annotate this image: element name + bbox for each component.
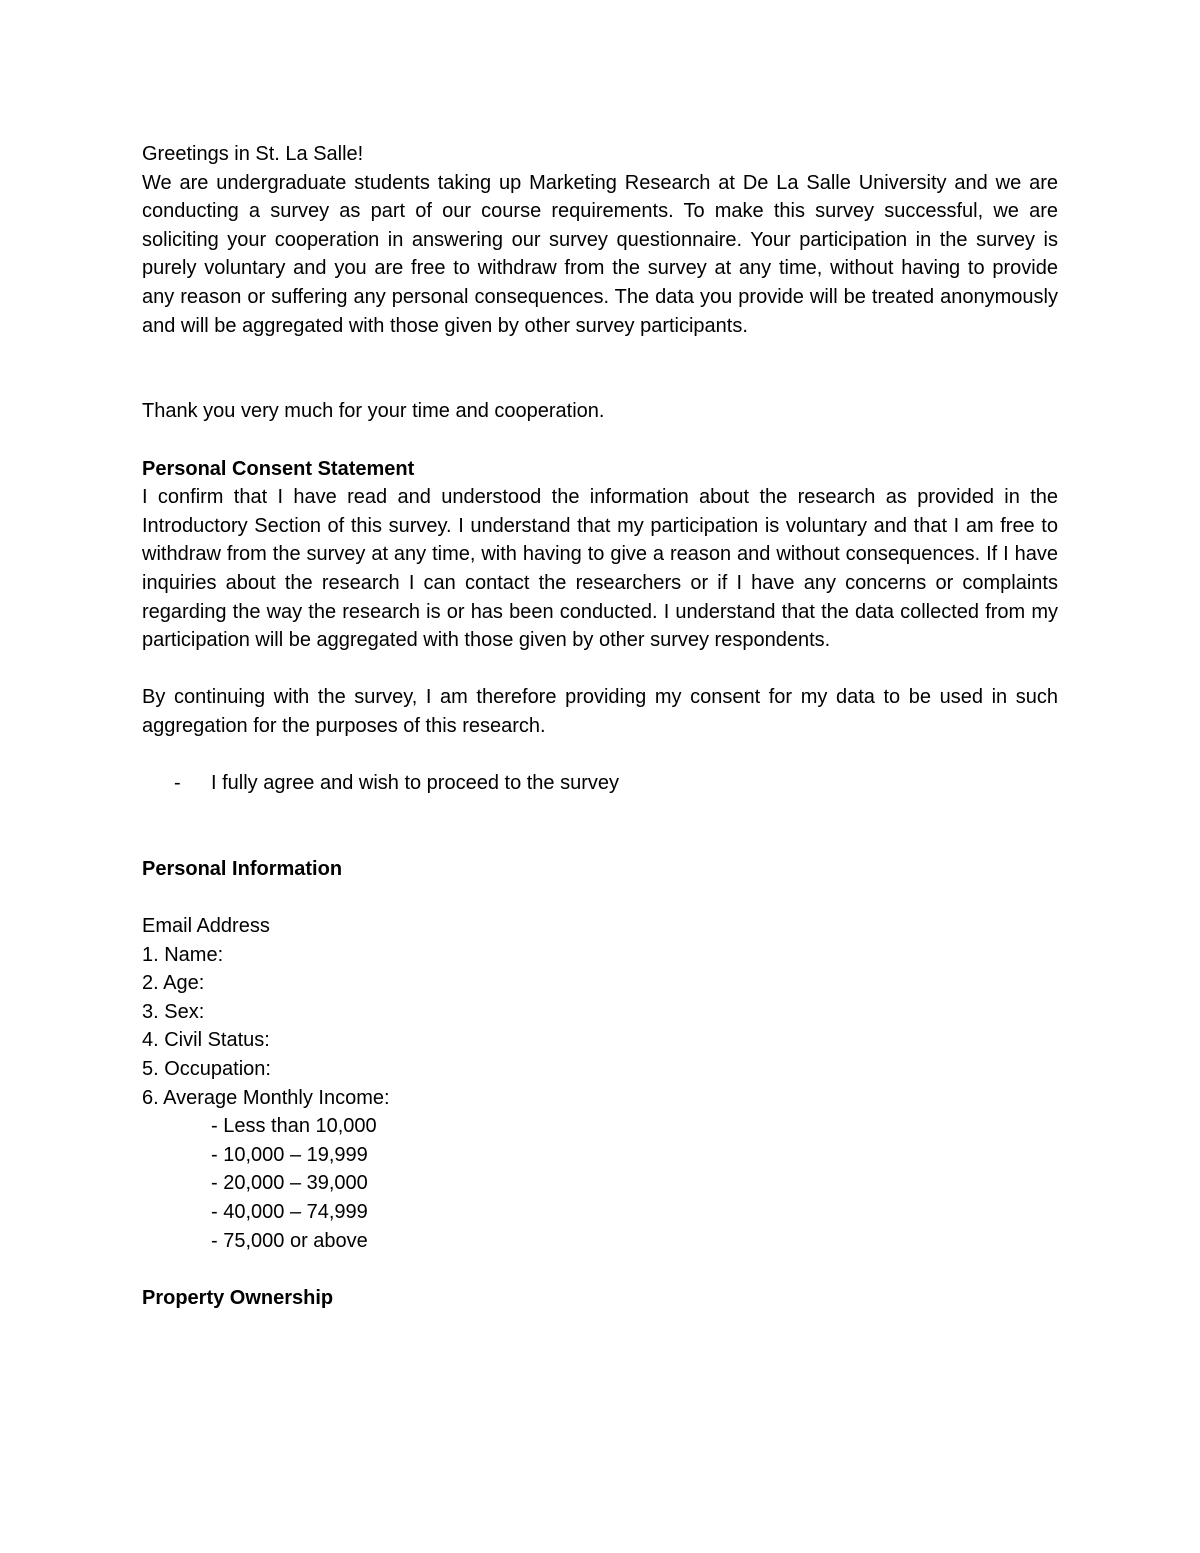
spacer [142,426,1058,455]
field-age: 2. Age: [142,972,205,995]
field-email-address: Email Address [142,915,270,938]
spacer [142,340,1058,397]
personal-info-heading: Personal Information [142,857,343,880]
survey-document [142,140,1058,1312]
field-name: 1. Name: [142,943,224,966]
spacer [142,883,1058,912]
property-ownership-heading: Property Ownership [142,1286,334,1309]
intro-paragraph: We are undergraduate students taking up Marketing Research at De La Salle University and we are conducting a survey as part of our course requirements. To make this survey successful, we are soliciting your cooperation in answering our survey questionnaire. Your participation in the survey is purely voluntary and you are free to withdraw from the survey at any time, without having to provide any reason or suffering any personal consequences. The data you provide will be treated anonymously and will be aggregated with those given by other survey participants. [142,171,1058,337]
consent-option-label: I fully agree and wish to proceed to the survey [211,772,620,795]
spacer [142,1255,1058,1284]
income-option: - 75,000 or above [211,1229,368,1252]
field-average-monthly-income: 6. Average Monthly Income: [142,1086,390,1109]
thank-you-line: Thank you very much for your time and cooperation. [142,400,605,423]
consent-paragraph: I confirm that I have read and understood the information about the research as provided in the Introductory Section of this survey. I understand that my participation is voluntary and that I am free to withdraw from the survey at any time, with having to give a reason and without consequences. If I have inquiries about the research I can contact the researchers or if I have any concerns or complaints regarding the way the research is or has been conducted. I understand that the data collected from my participation will be aggregated with those given by other survey respondents. [142,486,1058,652]
dash-bullet: - [174,772,181,795]
spacer [142,798,1058,855]
field-sex: 3. Sex: [142,1000,205,1023]
consent-option [142,769,1058,798]
income-option: - 20,000 – 39,000 [211,1172,368,1195]
spacer [142,740,1058,769]
income-option: - 10,000 – 19,999 [211,1143,368,1166]
income-option: - Less than 10,000 [211,1115,377,1138]
consent-heading: Personal Consent Statement [142,457,415,480]
income-option: - 40,000 – 74,999 [211,1200,368,1223]
field-civil-status: 4. Civil Status: [142,1029,270,1052]
greeting: Greetings in St. La Salle! [142,143,364,165]
consent-continuation-paragraph: By continuing with the survey, I am therefore providing my consent for my data to be used in such aggregation for the purposes of this research. [142,686,1058,737]
spacer [142,655,1058,684]
field-occupation: 5. Occupation: [142,1058,271,1080]
